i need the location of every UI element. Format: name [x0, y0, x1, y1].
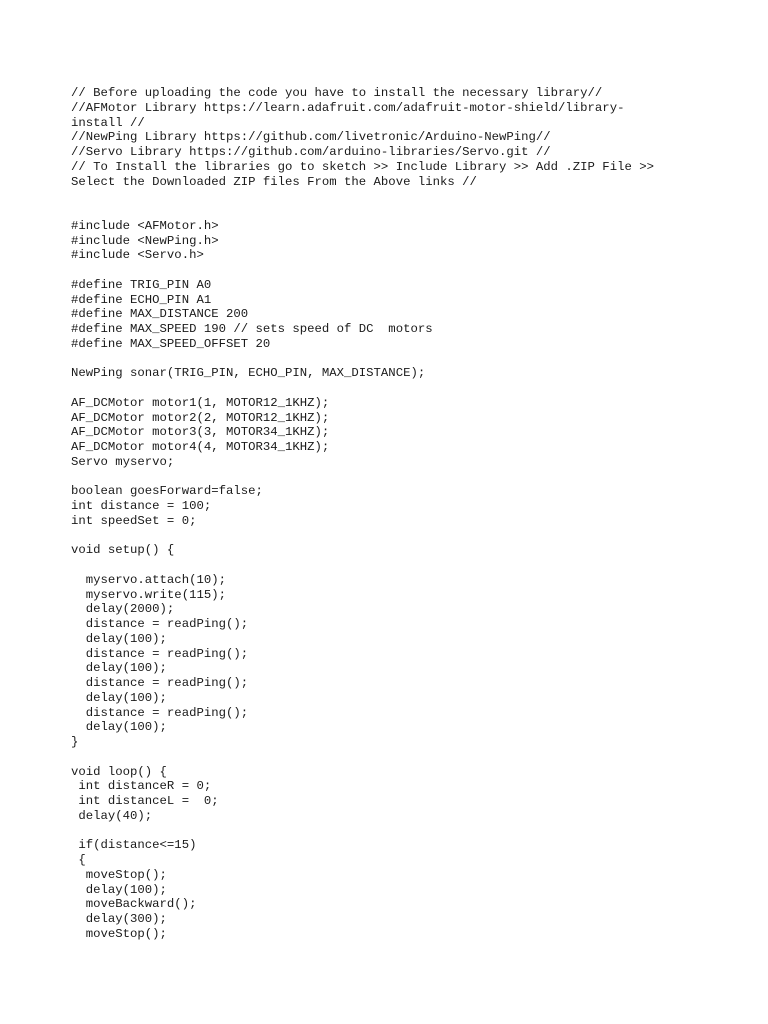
code-line: {	[71, 853, 86, 867]
code-line: delay(100);	[71, 661, 167, 676]
code-line: delay(100);	[71, 631, 167, 646]
blank-line	[71, 204, 711, 219]
code-line: int distance = 100;	[71, 499, 212, 513]
code-line: boolean goesForward=false;	[71, 484, 263, 499]
code-line: AF_DCMotor motor2(2, MOTOR12_1KHZ);	[71, 410, 330, 425]
code-line: #include <Servo.h>	[71, 248, 204, 263]
code-line: NewPing sonar(TRIG_PIN, ECHO_PIN, MAX_DISTANCE);	[71, 366, 426, 381]
code-line: delay(100);	[71, 720, 167, 735]
blank-line	[71, 381, 711, 396]
code-line: AF_DCMotor motor3(3, MOTOR34_1KHZ);	[71, 425, 330, 440]
code-line: distance = readPing();	[71, 676, 249, 690]
code-line: Select the Downloaded ZIP files From the Above links //	[71, 174, 477, 189]
code-line: #define TRIG_PIN A0	[71, 277, 212, 292]
blank-line	[71, 558, 711, 573]
code-line: #define MAX_SPEED 190 // sets speed of DC motors	[71, 322, 433, 336]
code-line: moveBackward();	[71, 897, 197, 912]
code-line: install //	[71, 115, 145, 130]
blank-line	[71, 529, 711, 544]
code-line: AF_DCMotor motor1(1, MOTOR12_1KHZ);	[71, 395, 330, 410]
code-line: delay(40);	[71, 808, 153, 823]
code-line: // To Install the libraries go to sketch >> Include Library >> Add .ZIP File >>	[71, 159, 654, 174]
code-line: if(distance<=15)	[71, 838, 197, 853]
code-line: void loop() {	[71, 764, 167, 779]
code-line: //AFMotor Library https://learn.adafruit.com/adafruit-motor-shield/library-	[71, 100, 625, 115]
code-line: delay(300);	[71, 912, 167, 926]
blank-line	[71, 263, 711, 278]
code-line: distance = readPing();	[71, 646, 249, 661]
code-line: int speedSet = 0;	[71, 513, 197, 528]
code-line: // Before uploading the code you have to install the necessary library//	[71, 86, 603, 100]
code-line: #define MAX_DISTANCE 200	[71, 307, 249, 322]
code-line: myservo.attach(10);	[71, 572, 226, 587]
code-line: #define ECHO_PIN A1	[71, 292, 212, 307]
code-line: delay(100);	[71, 882, 167, 897]
code-line: delay(2000);	[71, 602, 175, 617]
code-line: //Servo Library https://github.com/arduino-libraries/Servo.git //	[71, 145, 551, 159]
code-line: distance = readPing();	[71, 705, 249, 720]
code-line: //NewPing Library https://github.com/livetronic/Arduino-NewPing//	[71, 130, 551, 145]
code-listing	[71, 86, 711, 942]
code-line: Servo myservo;	[71, 454, 175, 469]
blank-line	[71, 824, 711, 839]
blank-line	[71, 750, 711, 765]
code-line: moveStop();	[71, 926, 167, 941]
code-line: myservo.write(115);	[71, 587, 226, 602]
code-line: AF_DCMotor motor4(4, MOTOR34_1KHZ);	[71, 440, 330, 454]
code-line: distance = readPing();	[71, 617, 249, 631]
code-line: int distanceL = 0;	[71, 794, 219, 808]
code-line: moveStop();	[71, 867, 167, 882]
code-line: void setup() {	[71, 543, 175, 558]
code-line: #define MAX_SPEED_OFFSET 20	[71, 336, 271, 351]
code-line: int distanceR = 0;	[71, 779, 212, 794]
code-line: #include <NewPing.h>	[71, 233, 219, 248]
code-line: }	[71, 735, 79, 749]
blank-line	[71, 470, 711, 485]
code-line: #include <AFMotor.h>	[71, 218, 219, 233]
blank-line	[71, 352, 711, 367]
blank-line	[71, 189, 711, 204]
code-line: delay(100);	[71, 690, 167, 705]
